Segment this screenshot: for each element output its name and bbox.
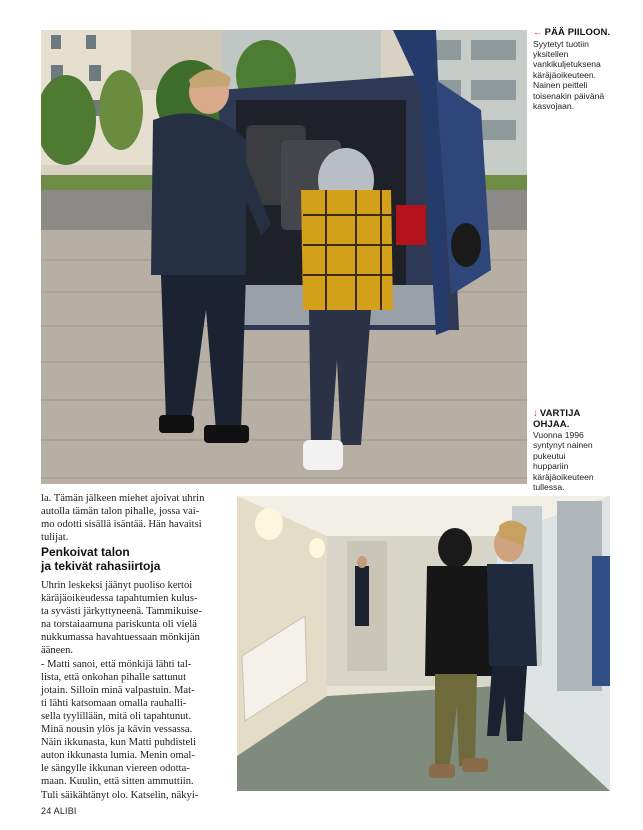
caption-heading: PÄÄ PIILOON.	[544, 27, 611, 38]
caption-guard-guides	[533, 409, 621, 492]
photo-corridor-escort	[237, 496, 610, 791]
arrow-left-icon: ←	[533, 27, 543, 38]
caption-text: Vuonna 1996 syntynyt nainen pukeutui huppariin käräjäoikeuteen tullessa.	[533, 430, 594, 493]
photo-van-escort	[41, 30, 527, 484]
page-folio: 24 ALIBI	[41, 806, 77, 816]
caption-heading: VARTIJA	[539, 408, 581, 419]
caption-text: Syytetyt tuotiin yksitellen vankikuljetuksena käräjäoikeuteen. Nainen peitteli toisenakin päivänä kasvojaan.	[533, 38, 605, 111]
article-lead: la. Tämän jälkeen miehet ajoivat uhrin autolla tämän talon pihalle, jossa vai- mo odotti sisällä isäntää. Hän havaitsi tulijat.	[41, 493, 205, 544]
article-body: Uhrin leskeksi jäänyt puoliso kertoi käräjäoikeudessa tapahtumien kulus- ta syvästi järkyttyneenä. Tammikuise- na torstaiaamuna pariskunta oli vielä nukkumassa havahtuessaan mönkijän ääneen. - Matti sanoi, että mönkijä lähti tal- lista, että onkohan pihalle sattunut jotain. Silloin minä valpastuin. Mat- ti lähti katsomaan omalla rauhalli- sella tyylillään, mitä oli tapahtunut. Minä nousin ylös ja kävin vessassa. Näin ikkunasta, kun Matti puhdisteli auton ikkunasta lumia. Menin omal- le sängylle ikkunan viereen odotta- maan. Kuulin, että sitten ammuttiin. Tuli säikähtänyt olo. Katselin, näkyi-	[41, 580, 202, 801]
caption-heading-line2: OHJAA.	[533, 418, 570, 430]
caption-head-out-of-sight	[533, 28, 621, 111]
arrow-down-icon: ↓	[533, 408, 538, 419]
article-subheading: Penkoivat talon ja tekivät rahasiirtoja	[41, 545, 161, 573]
